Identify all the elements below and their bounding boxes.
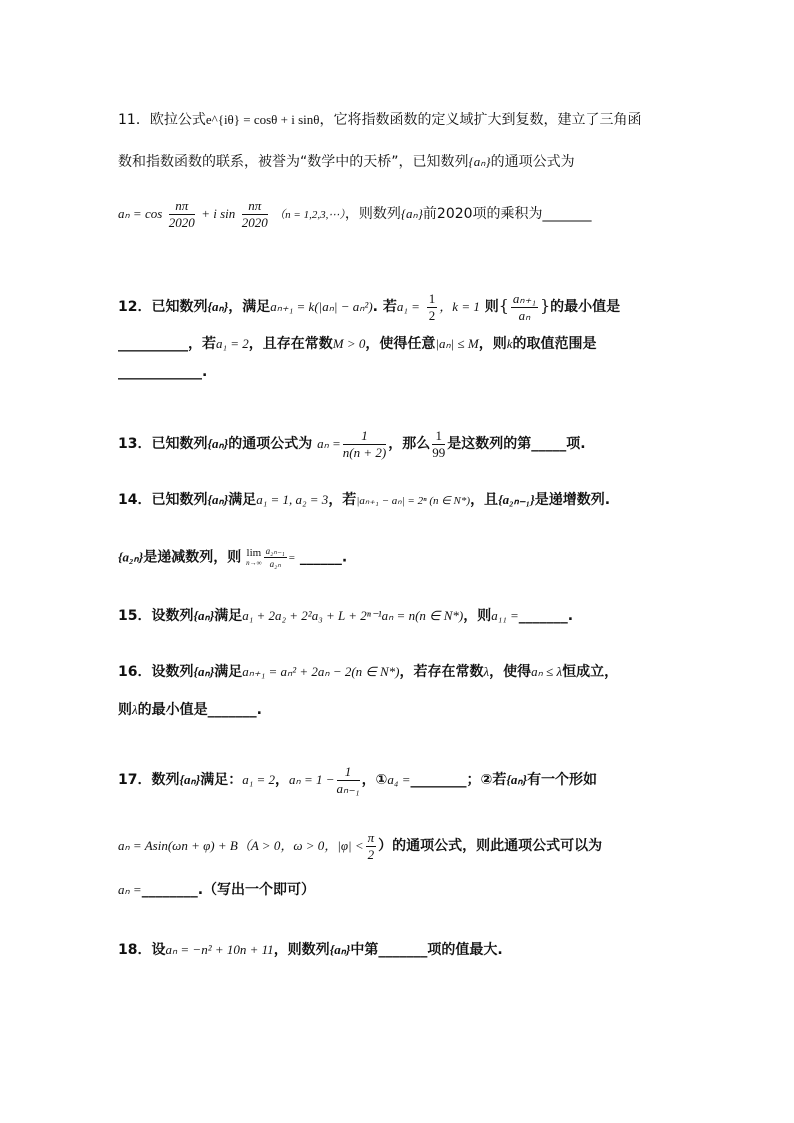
q12-line-3 <box>118 362 207 382</box>
q14-text: 满足 <box>228 492 257 508</box>
q12-text: 的取值范围是 <box>512 336 597 352</box>
question-18 <box>118 940 503 960</box>
q18-text: ，则数列 <box>273 942 330 958</box>
q14-condition: |aₙ₊₁ − aₙ| = 2ⁿ (n ∈ N*) <box>356 495 471 507</box>
q17-answer-blank-1: ________；②若 <box>410 772 507 788</box>
q11-formula: + i sin <box>201 206 236 221</box>
q12-blank-2: ____________. <box>118 364 208 380</box>
q14-initial: a₁ = 1, a₂ = 3 <box>256 492 329 507</box>
q12-line-1: 12．已知数列{aₙ}，满足aₙ₊₁ = k(|aₙ| − aₙ²). 若a₁ = $\frac{1}{2}$ ，k = 1 则{ $\frac{\text{aₙ₊₁}}{\text{aₙ}}$ }的最小值是 <box>118 290 621 323</box>
q16-text: 恒成立， <box>562 664 619 680</box>
q12-text: 则 <box>484 299 499 315</box>
question-15 <box>118 606 573 626</box>
q13-sequence: {aₙ} <box>207 436 229 451</box>
q12-k: ，k = 1 <box>439 299 480 314</box>
q17-an: aₙ = <box>118 882 142 897</box>
q12-ratio-fraction: $\frac{\text{aₙ₊₁}}{\text{aₙ}}$ <box>512 290 536 323</box>
q17-text: ）的通项公式，则此通项公式可以为 <box>378 838 603 854</box>
q13-fraction: $\frac{1}{n(n + 2)}$ <box>342 427 387 460</box>
q16-recurrence: aₙ₊₁ = aₙ² + 2aₙ − 2(n ∈ N*) <box>242 664 400 679</box>
q17-pi-fraction: $\frac{\pi}{2}$ <box>367 829 375 862</box>
q12-M: M > 0 <box>332 336 366 351</box>
q16-inequality: aₙ ≤ λ <box>531 664 563 679</box>
q17-text: 满足： <box>200 772 243 788</box>
q13-text: ，那么 <box>388 436 431 452</box>
q16-text: ，使得 <box>489 664 532 680</box>
q11-text: 的通项公式为 <box>490 154 575 170</box>
q17-text: 17．数列 <box>118 772 180 788</box>
q17-conditions: （A > 0，ω > 0， <box>237 838 338 853</box>
q14-text: ，若 <box>328 492 357 508</box>
q11-text: ，则数列 <box>344 206 401 222</box>
q11-line-2 <box>118 152 575 172</box>
q11-text: ，它将指数函数的定义域扩大到复数，建立了三角函 <box>319 112 642 128</box>
q14-text: ，且 <box>470 492 499 508</box>
q11-formula: aₙ = cos <box>118 206 163 221</box>
q12-sequence: {aₙ} <box>207 299 229 314</box>
q17-line-1 <box>118 760 597 800</box>
q17-sequence: {aₙ} <box>506 772 528 787</box>
q11-euler-formula: e^{iθ} = cosθ + i sinθ <box>205 112 320 127</box>
q11-line-3 <box>118 196 592 233</box>
q12-half-fraction: $\frac{1}{2}$ <box>428 290 436 323</box>
q13-formula: aₙ = <box>317 436 341 451</box>
q13-target-fraction: $\frac{1}{99}$ <box>432 427 446 460</box>
q12-a1: a₁ = <box>396 299 420 314</box>
q14-text: 14．已知数列 <box>118 492 208 508</box>
q12-abs: |aₙ| ≤ M <box>435 336 479 351</box>
q13-text: 的通项公式为 <box>228 436 313 452</box>
q12-text: ，满足 <box>228 299 271 315</box>
q12-text: ，则 <box>478 336 507 352</box>
q14-limit: lim n→∞ $\frac{\text{a₂ₙ₋₁}}{\text{a₂ₙ}}$ = <box>246 545 295 569</box>
q17-answer-blank-2: ________.（写出一个即可） <box>141 882 316 898</box>
q14-sequence: {aₙ} <box>207 492 229 507</box>
q13-text: 13．已知数列 <box>118 436 208 452</box>
q16-text: 16．设数列 <box>118 664 194 680</box>
q15-text: 15．设数列 <box>118 608 194 624</box>
q16-line-2 <box>118 700 262 720</box>
q11-condition: （n = 1,2,3,⋯） <box>274 209 345 221</box>
q13-answer-blank: 是这数列的第_____项. <box>447 436 586 452</box>
q15-text: 满足 <box>214 608 243 624</box>
q12-blank-1: __________ <box>118 336 188 352</box>
q12-text: ，若 <box>188 336 216 352</box>
q11-sequence: {aₙ} <box>468 154 491 169</box>
q14-line-2 <box>118 540 347 575</box>
q16-sequence: {aₙ} <box>193 664 215 679</box>
q17-phi: |φ| < <box>337 838 364 853</box>
q11-text: 数和指数函数的联系，被誉为“数学中的天桥”，已知数列 <box>118 154 469 170</box>
q16-text: 满足 <box>214 664 243 680</box>
q11-fraction: $\frac{n\pi}{2020}$ <box>168 197 195 230</box>
q18-answer-blank: 中第_______项的值最大. <box>350 942 503 958</box>
q16-lambda: λ <box>132 702 138 717</box>
q11-line-1 <box>118 110 642 130</box>
q16-line-1 <box>118 662 618 682</box>
q12-text: 的最小值是 <box>550 299 621 315</box>
q15-a11: a₁₁ = <box>491 608 519 623</box>
q17-text: ，① <box>361 772 388 788</box>
q11-fraction: $\frac{n\pi}{2020}$ <box>241 197 268 230</box>
q12-text: ，且存在常数 <box>248 336 333 352</box>
q17-line-2 <box>118 826 602 866</box>
q12-text: . 若 <box>372 299 397 315</box>
q11-text: 11．欧拉公式 <box>118 112 206 128</box>
q16-lambda: λ <box>483 664 490 679</box>
q12-recurrence: aₙ₊₁ = k(|aₙ| − aₙ²) <box>270 299 373 314</box>
q16-answer-blank: 的最小值是_______. <box>137 702 262 718</box>
q17-line-3 <box>118 880 315 900</box>
q18-expression: aₙ = −n² + 10n + 11 <box>165 942 274 957</box>
q16-text: 则 <box>118 702 132 718</box>
q12-line-2 <box>118 334 596 354</box>
q15-text: ，则 <box>463 608 492 624</box>
question-13 <box>118 424 586 464</box>
q17-sequence: {aₙ} <box>179 772 201 787</box>
q12-a1-2: a₁ = 2 <box>216 336 249 351</box>
q14-text: 是递减数列，则 <box>143 549 242 566</box>
q14-answer-blank: ______. <box>299 549 348 566</box>
q14-odd-seq: {a₂ₙ₋₁} <box>498 492 535 507</box>
q15-sequence: {aₙ} <box>193 608 215 623</box>
q18-text: 18．设 <box>118 942 166 958</box>
q17-text: 有一个形如 <box>527 772 598 788</box>
q17-text: ， <box>275 772 290 788</box>
q17-rec-fraction: $\frac{1}{\text{aₙ₋₁}}$ <box>336 763 360 796</box>
q12-text: ，使得任意 <box>365 336 436 352</box>
q14-line-1 <box>118 490 610 511</box>
q14-text: 是递增数列. <box>534 492 611 508</box>
q15-expression: a₁ + 2a₂ + 2²a₃ + L + 2ⁿ⁻¹aₙ = n(n ∈ N*) <box>242 608 464 623</box>
q16-text: ，若存在常数 <box>399 664 484 680</box>
q17-form: aₙ = Asin(ωn + φ) + B <box>118 838 238 853</box>
q17-a1: a₁ = 2 <box>242 772 276 787</box>
q11-sequence: {aₙ} <box>400 206 423 221</box>
q17-a4: a₄ = <box>387 772 411 787</box>
q12-k-var: k <box>506 336 513 351</box>
q17-recurrence: aₙ = 1 − <box>289 772 335 787</box>
q18-sequence: {aₙ} <box>329 942 351 957</box>
q11-answer-blank: 前2020项的乘积为_______ <box>422 206 592 222</box>
q12-text: 12．已知数列 <box>118 299 208 315</box>
q15-answer-blank: _______. <box>518 608 574 624</box>
q14-even-seq: {a₂ₙ} <box>118 549 144 565</box>
